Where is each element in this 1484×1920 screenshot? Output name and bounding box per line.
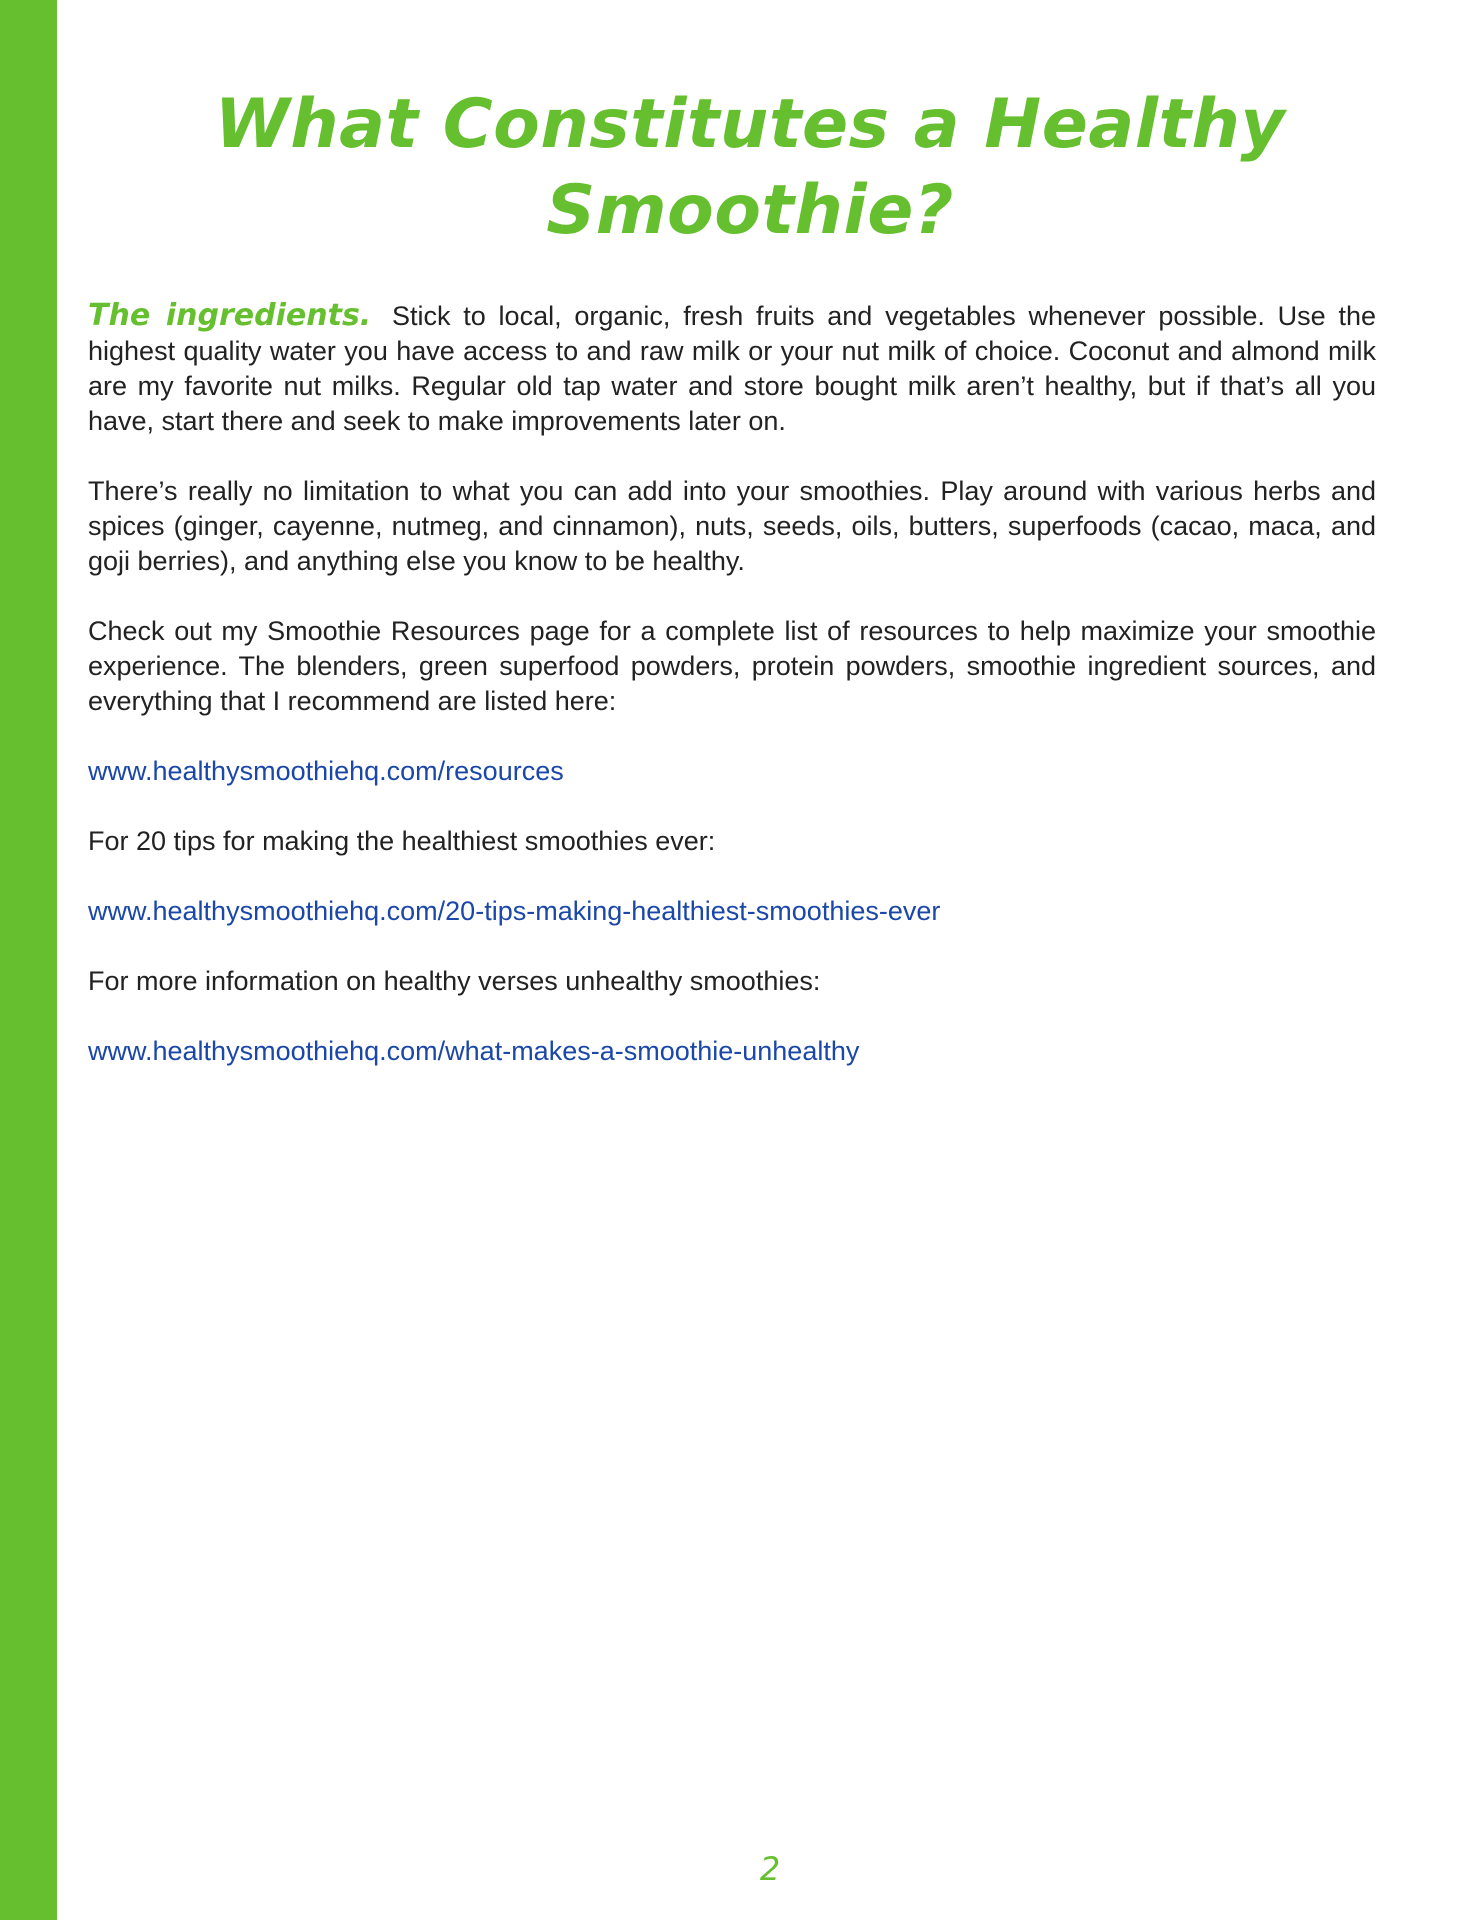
info-intro: For more information on healthy verses unhealthy smoothies:: [88, 966, 821, 996]
resources-link-line: [88, 754, 1376, 789]
body-content: [88, 298, 1376, 1104]
side-accent-bar: [0, 0, 57, 1920]
page-number: 2: [759, 1850, 781, 1888]
title-line-2: Smoothie?: [546, 171, 954, 250]
ingredients-text: Stick to local, organic, fresh fruits and vegetables whenever possible. Use the highest quality water you have access to and raw milk or your nut milk of choice. Coconut and almond milk are my favorite nut milks. Regular old tap water and store bought milk aren’t healthy, but if that’s all you have, start there and seek to make improvements later on.: [88, 301, 1376, 436]
title-line-1: What Constitutes a Healthy: [214, 85, 1286, 164]
page-title: [120, 82, 1380, 254]
tips-link-line: [88, 894, 1376, 929]
tips-link[interactable]: www.healthysmoothiehq.com/20-tips-making-healthiest-smoothies-ever: [88, 896, 941, 926]
info-link-line: [88, 1034, 1376, 1069]
ingredients-paragraph: [88, 298, 1376, 439]
resources-paragraph: Check out my Smoothie Resources page for a complete list of resources to help maximize your smoothie experience. The blenders, green superfood powders, protein powders, smoothie ingredient sources, and everything that I recommend are listed here:: [88, 616, 1376, 716]
additions-paragraph: There’s really no limitation to what you can add into your smoothies. Play around with various herbs and spices (ginger, cayenne, nutmeg, and cinnamon), nuts, seeds, oils, butters, superfoods (cacao, maca, and goji berries), and anything else you know to be healthy.: [88, 476, 1376, 576]
ingredients-lead-heading: The ingredients.: [88, 298, 372, 333]
resources-link[interactable]: www.healthysmoothiehq.com/resources: [88, 756, 564, 786]
tips-intro: For 20 tips for making the healthiest smoothies ever:: [88, 826, 716, 856]
unhealthy-smoothie-link[interactable]: www.healthysmoothiehq.com/what-makes-a-smoothie-unhealthy: [88, 1036, 860, 1066]
